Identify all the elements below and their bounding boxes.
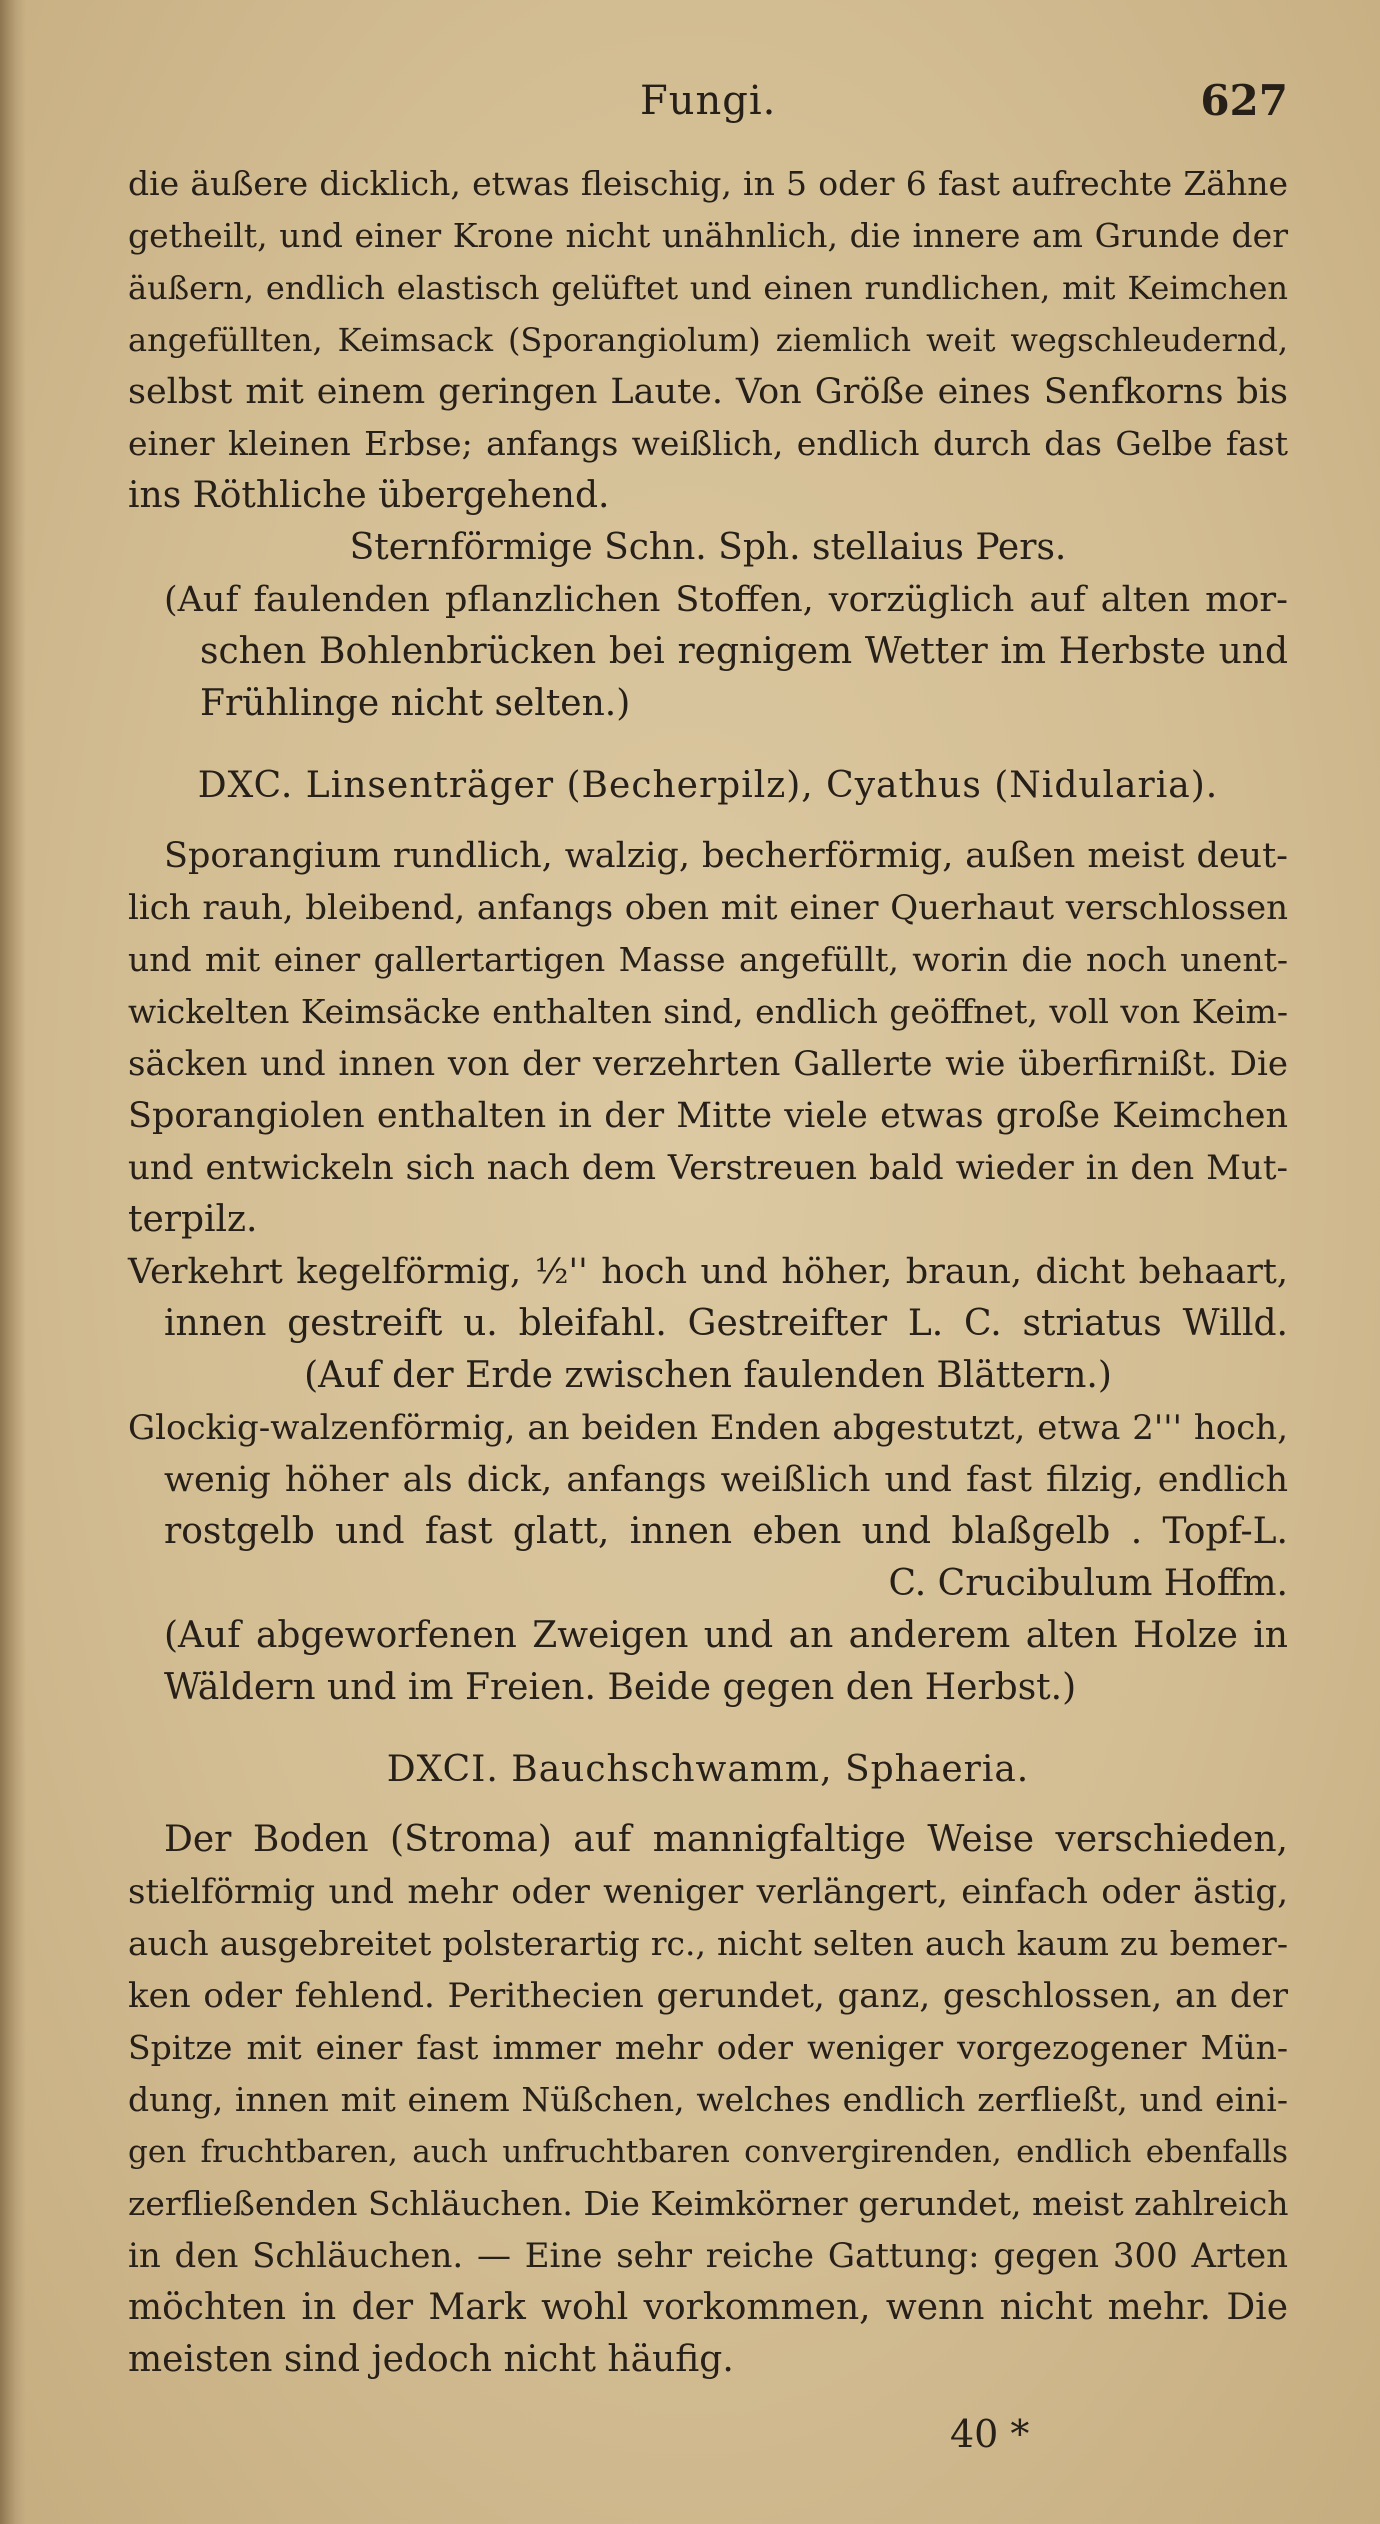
text-line: in den Schläuchen. — Eine sehr reiche Gattung: gegen 300 Arten bbox=[128, 2236, 1288, 2276]
signature-mark: 40 * bbox=[950, 2412, 1030, 2456]
text-line: angefüllten, Keimsack (Sporangiolum) ziemlich weit wegschleudernd, bbox=[128, 321, 1288, 359]
text-line: ken oder fehlend. Perithecien gerundet, ganz, geschlossen, an der bbox=[128, 1976, 1288, 2016]
text-line: die äußere dicklich, etwas fleischig, in 5 oder 6 fast aufrechte Zähne bbox=[128, 164, 1288, 203]
text-line: wickelten Keimsäcke enthalten sind, endlich geöffnet, voll von Keim- bbox=[128, 992, 1288, 1031]
running-head bbox=[0, 70, 1380, 130]
species-name-line: C. Crucibulum Hoffm. bbox=[888, 1563, 1288, 1604]
genus-heading: DXCI. Bauchschwamm, Sphaeria. bbox=[386, 1749, 1030, 1790]
species-description-line: rostgelb und fast glatt, innen eben und blaßgelb . Topf-L. bbox=[164, 1511, 1288, 1552]
text-line: zerfließenden Schläuchen. Die Keimkörner gerundet, meist zahlreich bbox=[128, 2184, 1289, 2223]
habitat-line: (Auf faulenden pflanzlichen Stoffen, vorzüglich auf alten mor- bbox=[164, 580, 1288, 620]
text-line: auch ausgebreitet polsterartig rc., nicht selten auch kaum zu bemer- bbox=[128, 1924, 1288, 1963]
text-line: und entwickeln sich nach dem Verstreuen bald wieder in den Mut- bbox=[128, 1148, 1288, 1188]
text-line: gen fruchtbaren, auch unfruchtbaren convergirenden, endlich ebenfalls bbox=[128, 2134, 1288, 2170]
text-line: einer kleinen Erbse; anfangs weißlich, endlich durch das Gelbe fast bbox=[128, 424, 1288, 463]
species-description-line: Verkehrt kegelförmig, ½'' hoch und höher, braun, dicht behaart, bbox=[128, 1252, 1288, 1292]
text-line: stielförmig und mehr oder weniger verlängert, einfach oder ästig, bbox=[128, 1872, 1288, 1912]
page-number: 627 bbox=[1200, 76, 1288, 125]
text-line: säcken und innen von der verzehrten Gallerte wie überfirnißt. Die bbox=[128, 1044, 1288, 1084]
text-line: äußern, endlich elastisch gelüftet und einen rundlichen, mit Keimchen bbox=[128, 269, 1288, 307]
habitat-line: (Auf der Erde zwischen faulenden Blättern.) bbox=[304, 1355, 1112, 1396]
page-edge-shadow bbox=[0, 0, 26, 2524]
species-description-line: Glockig-walzenförmig, an beiden Enden abgestutzt, etwa 2''' hoch, bbox=[128, 1408, 1288, 1448]
text-line: möchten in der Mark wohl vorkommen, wenn nicht mehr. Die bbox=[128, 2287, 1288, 2328]
text-line: getheilt, und einer Krone nicht unähnlich, die innere am Grunde der bbox=[128, 216, 1288, 255]
species-name-line: Sternförmige Schn. Sph. stellaius Pers. bbox=[349, 527, 1067, 568]
text-line: selbst mit einem geringen Laute. Von Größe eines Senfkorns bis bbox=[128, 372, 1288, 412]
habitat-line: schen Bohlenbrücken bei regnigem Wetter im Herbste und bbox=[200, 631, 1288, 672]
text-line: dung, innen mit einem Nüßchen, welches endlich zerfließt, und eini- bbox=[128, 2080, 1288, 2119]
habitat-line: Frühlinge nicht selten.) bbox=[200, 683, 631, 724]
body-text bbox=[128, 158, 1288, 2386]
species-description-line: innen gestreift u. bleifahl. Gestreifter L. C. striatus Willd. bbox=[164, 1303, 1288, 1344]
text-line: Spitze mit einer fast immer mehr oder weniger vorgezogener Mün- bbox=[128, 2028, 1288, 2067]
species-description-line: wenig höher als dick, anfangs weißlich und fast filzig, endlich bbox=[164, 1460, 1288, 1500]
text-line: lich rauh, bleibend, anfangs oben mit einer Querhaut verschlossen bbox=[128, 888, 1288, 928]
text-line: meisten sind jedoch nicht häufig. bbox=[128, 2339, 734, 2380]
habitat-line: Wäldern und im Freien. Beide gegen den Herbst.) bbox=[164, 1667, 1077, 1708]
running-head-title: Fungi. bbox=[640, 78, 777, 124]
text-line: Sporangiolen enthalten in der Mitte viele etwas große Keimchen bbox=[128, 1096, 1288, 1136]
habitat-line: (Auf abgeworfenen Zweigen und an anderem alten Holze in bbox=[164, 1615, 1288, 1656]
text-line: ins Röthliche übergehend. bbox=[128, 475, 610, 516]
text-line: und mit einer gallertartigen Masse angefüllt, worin die noch unent- bbox=[128, 940, 1288, 979]
text-line: terpilz. bbox=[128, 1199, 258, 1240]
text-line: Der Boden (Stroma) auf mannigfaltige Weise verschieden, bbox=[164, 1819, 1288, 1860]
genus-heading: DXC. Linsenträger (Becherpilz), Cyathus (Nidularia). bbox=[197, 765, 1219, 806]
text-line: Sporangium rundlich, walzig, becherförmig, außen meist deut- bbox=[164, 836, 1288, 876]
